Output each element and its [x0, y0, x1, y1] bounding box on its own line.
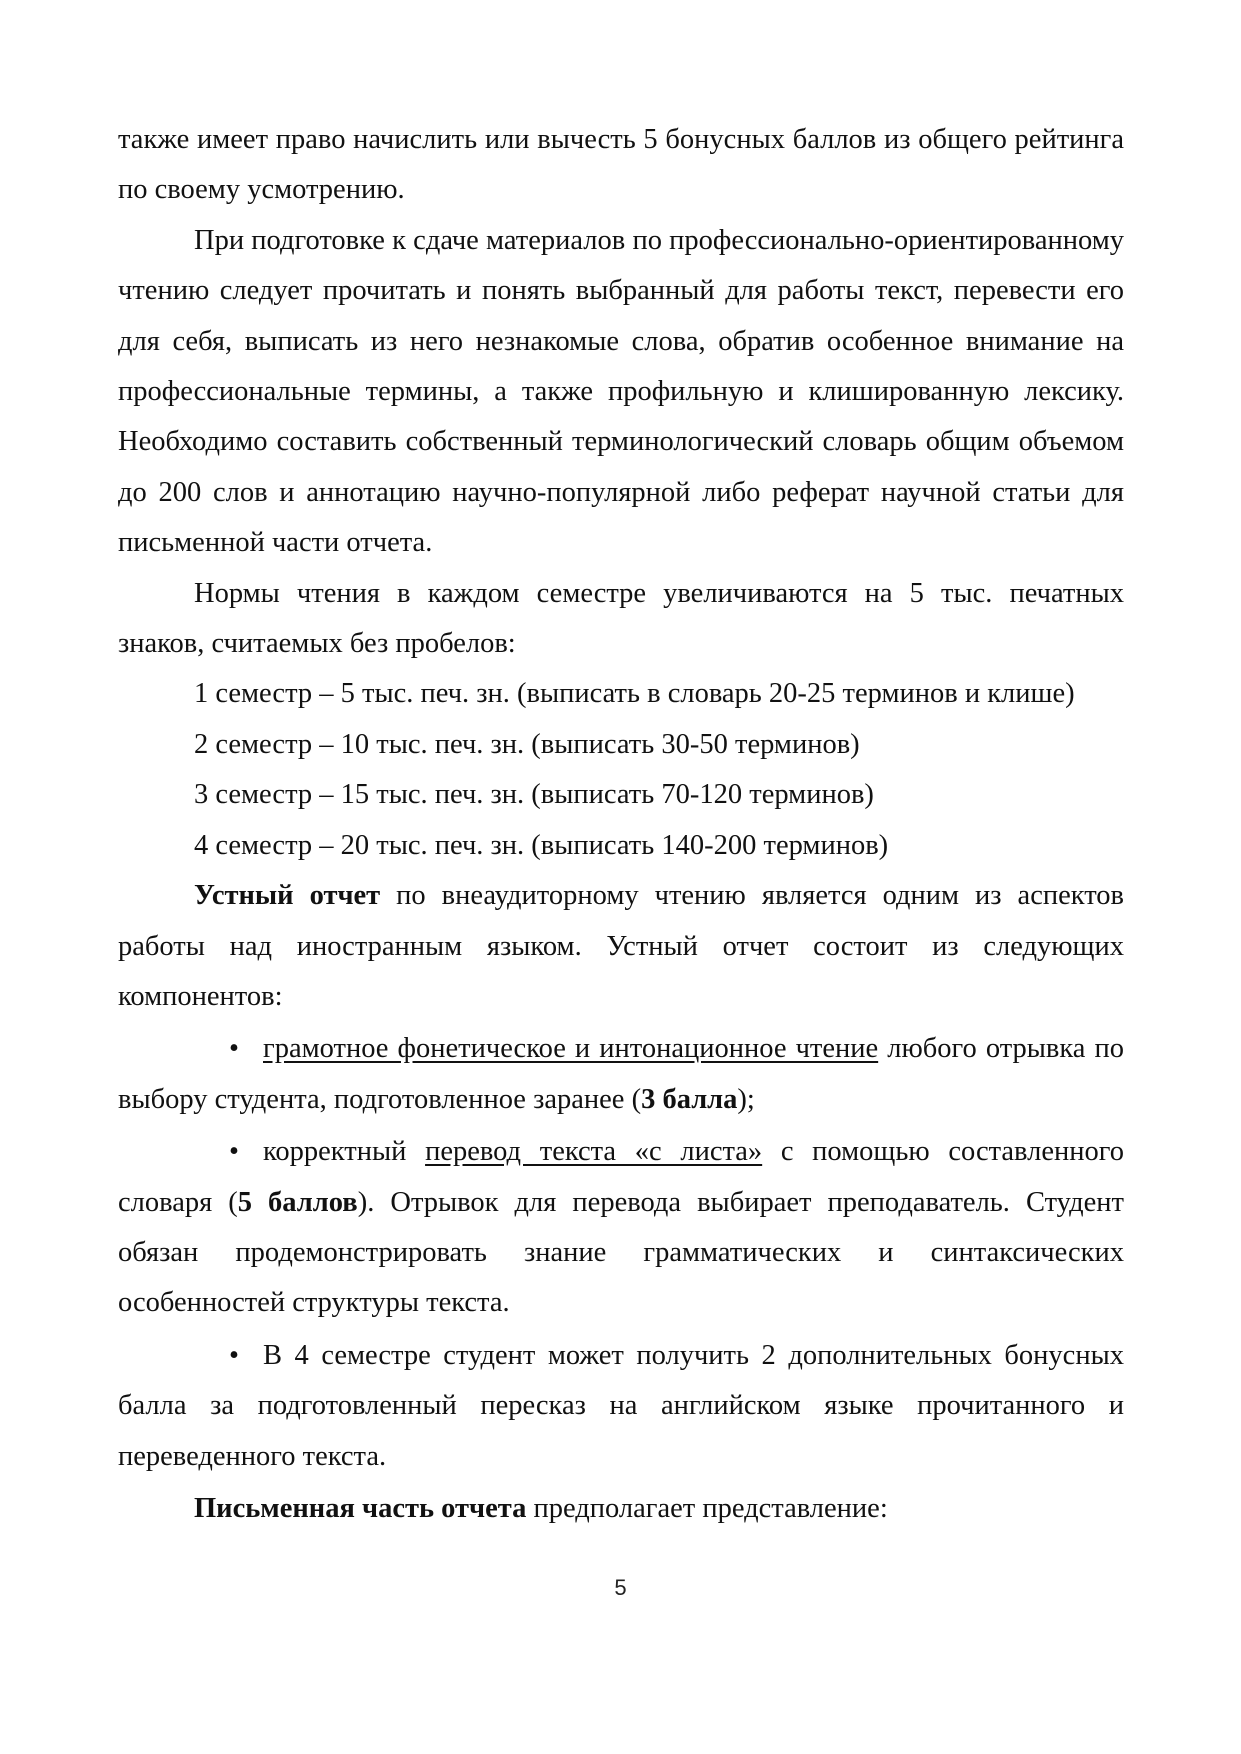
bullet-translation — [118, 1127, 1124, 1329]
written-part-heading: Письменная часть отчета — [194, 1492, 527, 1524]
page-body — [118, 115, 1124, 1534]
bullet-icon: • — [229, 1136, 239, 1168]
bullet-reading-text: любого отрывка по выбору студента, подготовленное заранее ( — [118, 1033, 1124, 1115]
bullet-translation-points: 5 баллов — [237, 1186, 358, 1218]
bullet-retelling — [118, 1331, 1124, 1482]
bullet-icon: • — [229, 1033, 239, 1065]
bullet-reading-underlined: грамотное фонетическое и интонационное чтение — [263, 1033, 879, 1065]
bullet-translation-lead: корректный — [263, 1136, 426, 1168]
bullet-translation-text: с помощью составленного словаря ( — [118, 1136, 1124, 1218]
bullet-reading-points: 3 балла — [641, 1083, 738, 1115]
semester-item-1: 1 семестр – 5 тыс. печ. зн. (выписать в словарь 20-25 терминов и клише) — [194, 678, 1075, 710]
bullet-reading-tail: ); — [737, 1083, 755, 1115]
written-part-text: предполагает представление: — [526, 1492, 888, 1524]
paragraph-written-part — [118, 1484, 1124, 1534]
paragraph-bonus-points: также имеет право начислить или вычесть 5 бонусных баллов из общего рейтинга по своему усмотрению. — [118, 124, 1124, 206]
bullet-reading — [118, 1024, 1124, 1125]
semester-item-3: 3 семестр – 15 тыс. печ. зн. (выписать 70-120 терминов) — [194, 779, 874, 811]
semester-item-4: 4 семестр – 20 тыс. печ. зн. (выписать 140-200 терминов) — [194, 829, 889, 861]
bullet-icon: • — [229, 1339, 239, 1371]
semester-item-2: 2 семестр – 10 тыс. печ. зн. (выписать 30-50 терминов) — [194, 728, 860, 760]
bullet-retelling-text: В 4 семестре студент может получить 2 дополнительных бонусных балла за подготовленный пересказ на английском языке прочитанного и переведенного текста. — [118, 1339, 1124, 1472]
bullet-translation-tail: ). Отрывок для перевода выбирает преподаватель. Студент обязан продемонстрировать знание грамматических и синтаксических особенностей структуры текста. — [118, 1186, 1124, 1319]
oral-report-heading: Устный отчет — [194, 880, 381, 912]
bullet-translation-underlined: перевод текста «с листа» — [425, 1136, 763, 1168]
paragraph-oral-report — [118, 871, 1124, 1022]
paragraph-reading-norms: Нормы чтения в каждом семестре увеличиваются на 5 тыс. печатных знаков, считаемых без пробелов: — [118, 577, 1124, 660]
paragraph-preparation: При подготовке к сдаче материалов по профессионально-ориентированному чтению следует прочитать и понять выбранный для работы текст, перевести его для себя, выписать из него незнакомые слова, обратив особенное внимание на профессиональные термины, а также профильную и клишированную лексику. Необходимо составить собственный терминологический словарь общим объемом до 200 слов и аннотацию научно-популярной либо реферат научной статьи для письменной части отчета. — [118, 224, 1124, 559]
oral-report-text: по внеаудиторному чтению является одним из аспектов работы над иностранным языком. Устный отчет состоит из следующих компонентов: — [118, 880, 1125, 1012]
page-number: 5 — [614, 1575, 627, 1600]
